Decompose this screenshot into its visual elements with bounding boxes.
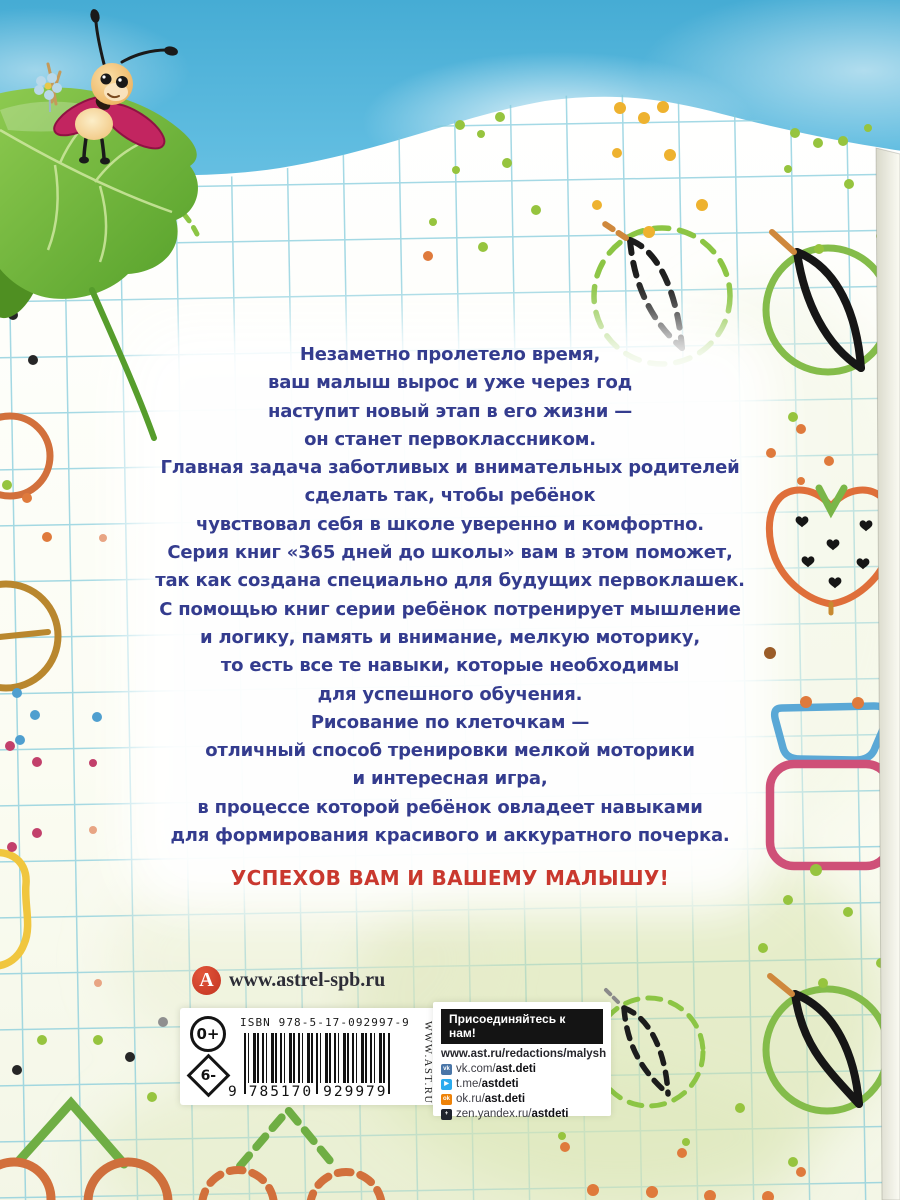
publisher-website: www.astrel-spb.ru [229,969,386,991]
blurb-line: Главная задача заботливых и внимательных родителей [160,457,740,479]
barcode-label [180,1008,438,1105]
vk-icon: vk [441,1064,452,1075]
blurb-line: Серия книг «365 дней до школы» вам в этом поможет, [167,542,733,564]
blurb-line: и логику, память и внимание, мелкую моторику, [200,626,700,648]
social-link-zen: + zen.yandex.ru/astdeti [441,1108,603,1120]
age-rating-badge: 0+ [190,1016,226,1052]
isbn-number: ISBN 978-5-17-092997-9 [240,1016,410,1029]
blurb-line: для формирования красивого и аккуратного почерка. [170,825,730,847]
back-cover-blurb [60,341,840,850]
ean-digits: 9 785170 929979 [228,1084,388,1100]
social-link-ok: ok ok.ru/ast.deti [442,1093,526,1105]
blurb-line: он станет первоклассником. [304,428,596,450]
zen-icon: + [441,1109,452,1120]
blurb-line: чувствовал себя в школе уверенно и комфортно. [196,513,704,535]
join-us-banner: Присоединяйтесь к нам! [441,1009,603,1044]
ok-icon: ok [441,1094,452,1105]
social-links-block [433,1002,611,1120]
blurb-line: Незаметно пролетело время, [299,344,601,365]
blurb-line: для успешного обучения. [317,683,583,705]
blurb-line: сделать так, чтобы ребёнок [304,485,596,507]
blurb-line: Рисование по клеточкам — [310,711,590,733]
blurb-line: то есть все те навыки, которые необходимы [220,655,680,677]
blurb-line: так как создана специально для будущих первоклашек. [155,570,745,592]
age-category-badge: 6- [187,1054,231,1098]
social-link-telegram: ▶ t.me/astdeti [441,1078,603,1090]
blurb-line: в процессе которой ребёнок овладеет навыками [197,796,703,818]
astrel-logo-icon: A [192,966,221,995]
blurb-line: С помощью книг серии ребёнок потренирует мышление [159,598,741,620]
redaction-url: www.ast.ru/redactions/malysh [441,1048,607,1060]
blurb-line: отличный способ тренировки мелкой моторики [205,740,695,762]
ast-website-vertical: WWW.AST.RU [422,1021,433,1105]
publisher-row [192,966,385,995]
telegram-icon: ▶ [441,1079,452,1090]
blurb-line: наступит новый этап в его жизни — [267,400,633,422]
social-link-vk: vk vk.com/ast.deti [441,1063,603,1075]
blurb-line: и интересная игра, [352,768,548,790]
ean-barcode [244,1033,390,1083]
blurb-line: ваш малыш вырос и уже через год [268,372,632,394]
wish-headline: УСПЕХОВ ВАМ И ВАШЕМУ МАЛЫШУ! [230,866,670,890]
